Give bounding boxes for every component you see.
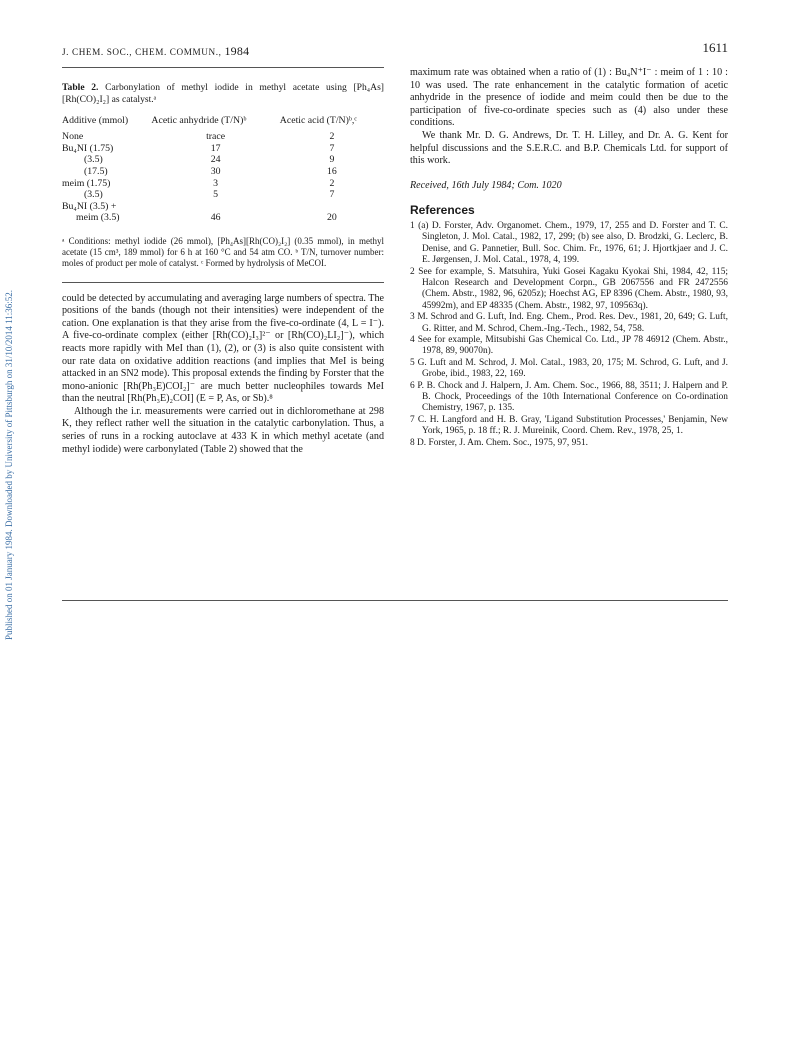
paragraph: maximum rate was obtained when a ratio of (1) : Bu₄N⁺I⁻ : meim of 1 : 10 : 10 was used. The rate enhancement in the catalytic formation of acetic anhydride in the presence of iodide and meim could then be due to the participation of five-co-ordinate species such as (4) also under these conditions.	[410, 67, 728, 129]
cell-anhydride	[151, 201, 279, 213]
table-label: Table 2.	[62, 82, 99, 93]
reference-item: 3 M. Schrod and G. Luft, Ind. Eng. Chem., Prod. Res. Dev., 1981, 20, 649; G. Luft, G. Ritter, and M. Schrod, Chem.-Ing.-Tech., 1982, 54, 758.	[410, 312, 728, 334]
table-row	[62, 166, 384, 178]
table-caption-text: Carbonylation of methyl iodide in methyl acetate using [Ph₄As][Rh(CO)₂I₂] as catalyst.ᵃ	[62, 82, 384, 105]
cell-additive: (3.5)	[84, 189, 103, 201]
cell-acid: 16	[327, 165, 337, 177]
cell-acid	[280, 201, 384, 213]
cell-anhydride: 24	[210, 154, 221, 166]
paragraph: could be detected by accumulating and averaging large numbers of spectra. The positions of the bands (though not their intensities) were independent of the cation. One explanation is that they arise from the five-co-ordinate (4, L = I⁻). A five-co-ordinate complex (either [Rh(CO)₂I₃]²⁻ or [Rh(CO)₂LI₂]⁻), which reacts more rapidly with MeI than (1), (2), or (3) is also quite consistent with our rate data on oxidative addition reactions (and implies that MeI is being attacked in an SN2 mode). This proposal extends the finding by Forster that the mono-anionic [Rh(Ph₃E)COI₂]⁻ are much better nucleophiles towards MeI than the neutral [Rh(Ph₃E)₂COI] (E = P, As, or Sb).⁸	[62, 292, 384, 405]
running-head	[62, 44, 249, 59]
table-row	[62, 178, 384, 190]
col-header-acid: Acetic acid (T/N)ᵇ,ᶜ	[279, 114, 357, 126]
page-bottom-rule	[62, 600, 728, 601]
cell-additive: (3.5)	[84, 154, 103, 166]
journal-year: 1984	[224, 44, 250, 58]
page-number: 1611	[702, 40, 728, 55]
reference-item: 2 See for example, S. Matsuhira, Yuki Gosei Kagaku Kyokai Shi, 1984, 42, 115; Halcon Research and Development Corpn., GB 2067556 and FR 2472556 (Chem. Abstr., 1982, 96, 6205z); Hoechst AG, EP 8396 (Chem. Abstr., 1980, 93, 45992m), and EP 48335 (Chem. Abstr., 1982, 97, 109563q).	[410, 266, 728, 311]
table-2	[62, 115, 384, 224]
table-bottom-rule	[62, 282, 384, 283]
right-column	[410, 67, 728, 449]
cell-additive: None	[62, 131, 84, 143]
table-footnote: ᵃ Conditions: methyl iodide (26 mmol), [Ph₄As][Rh(CO)₂I₂] (0.35 mmol), in methyl acetate (15 cm³, 189 mmol) for 6 h at 160 °C and 54 atm CO. ᵇ T/N, turnover number: moles of product per mole of catalyst. ᶜ Formed by hydrolysis of MeCOI.	[62, 235, 384, 269]
cell-acid: 7	[329, 189, 335, 201]
references-heading: References	[410, 203, 475, 218]
table-header-row	[62, 115, 384, 132]
cell-anhydride: trace	[206, 131, 226, 143]
table-row	[62, 212, 384, 224]
cell-acid: 20	[327, 212, 337, 224]
paragraph: Although the i.r. measurements were carried out in dichloromethane at 298 K, they reflect rather well the situation in the catalytic carbonylation. Thus, a series of runs in a rocking autoclave at 433 K in which methyl acetate (and methyl iodide) were carbonylated (Table 2) showed that the	[62, 405, 384, 455]
received-date: Received, 16th July 1984; Com. 1020	[410, 179, 562, 191]
table-row	[62, 154, 384, 166]
download-watermark: Published on 01 January 1984. Downloaded by University of Pittsburgh on 31/10/2014 11:36:52.	[4, 290, 14, 640]
left-body-text	[62, 293, 384, 457]
reference-item: 5 G. Luft and M. Schrod, J. Mol. Catal., 1983, 20, 175; M. Schrod, G. Luft, and J. Grobe, ibid., 1983, 22, 169.	[410, 357, 728, 380]
reference-item: 4 See for example, Mitsubishi Gas Chemical Co. Ltd., JP 78 46912 (Chem. Abstr., 1978, 89, 90070n).	[410, 335, 728, 357]
cell-anhydride: 3	[213, 177, 219, 189]
cell-acid: 2	[329, 131, 335, 143]
journal-name: J. CHEM. SOC., CHEM. COMMUN.,	[62, 47, 225, 57]
col-header-additive: Additive (mmol)	[62, 114, 129, 126]
references-list	[410, 221, 728, 449]
table-row	[62, 189, 384, 201]
cell-anhydride: 5	[213, 189, 219, 201]
reference-item: 6 P. B. Chock and J. Halpern, J. Am. Chem. Soc., 1966, 88, 3511; J. Halpern and P. B. Chock, Proceedings of the 10th International Conference on Co-ordination Chemistry, 1967, p. 135.	[410, 380, 728, 414]
cell-additive: Bu₄NI (3.5) +	[62, 200, 117, 212]
cell-additive: Bu₄NI (1.75)	[62, 142, 114, 154]
reference-item: 1 (a) D. Forster, Adv. Organomet. Chem., 1979, 17, 255 and D. Forster and T. C. Singleton, J. Mol. Catal., 1982, 17, 299; (b) see also, D. Brodzki, G. Leclerc, B. Denise, and G. Pannetier, Bull. Soc. Chim. Fr., 1976, 61; J. Hjortkjaer and J. C. E. Jørgensen, J. Mol. Catal., 1978, 4, 199.	[410, 220, 728, 266]
left-column	[62, 67, 384, 456]
table-row	[62, 143, 384, 155]
reference-item: 8 D. Forster, J. Am. Chem. Soc., 1975, 97, 951.	[410, 437, 589, 448]
top-rule	[62, 67, 384, 68]
cell-acid: 7	[329, 142, 335, 154]
cell-additive: meim (1.75)	[62, 177, 111, 189]
cell-anhydride: 30	[210, 165, 221, 177]
acknowledgement: We thank Mr. D. G. Andrews, Dr. T. H. Lilley, and Dr. A. G. Kent for helpful discussions and the S.E.R.C. and B.P. Chemicals Ltd. for support of this work.	[410, 129, 728, 167]
cell-anhydride: 46	[210, 212, 221, 224]
table-row	[62, 201, 384, 213]
cell-acid: 2	[329, 177, 335, 189]
col-header-anhydride: Acetic anhydride (T/N)ᵇ	[151, 114, 247, 126]
table-row	[62, 131, 384, 143]
right-body-text	[410, 67, 728, 168]
cell-additive: (17.5)	[84, 165, 108, 177]
cell-anhydride: 17	[210, 142, 221, 154]
reference-item: 7 C. H. Langford and H. B. Gray, 'Ligand Substitution Processes,' Benjamin, New York, 1965, p. 18 ff.; R. J. Mureinik, Coord. Chem. Rev., 1978, 25, 1.	[410, 414, 728, 437]
cell-acid: 9	[329, 154, 335, 166]
cell-additive: meim (3.5)	[76, 212, 120, 224]
table-caption	[62, 82, 384, 106]
